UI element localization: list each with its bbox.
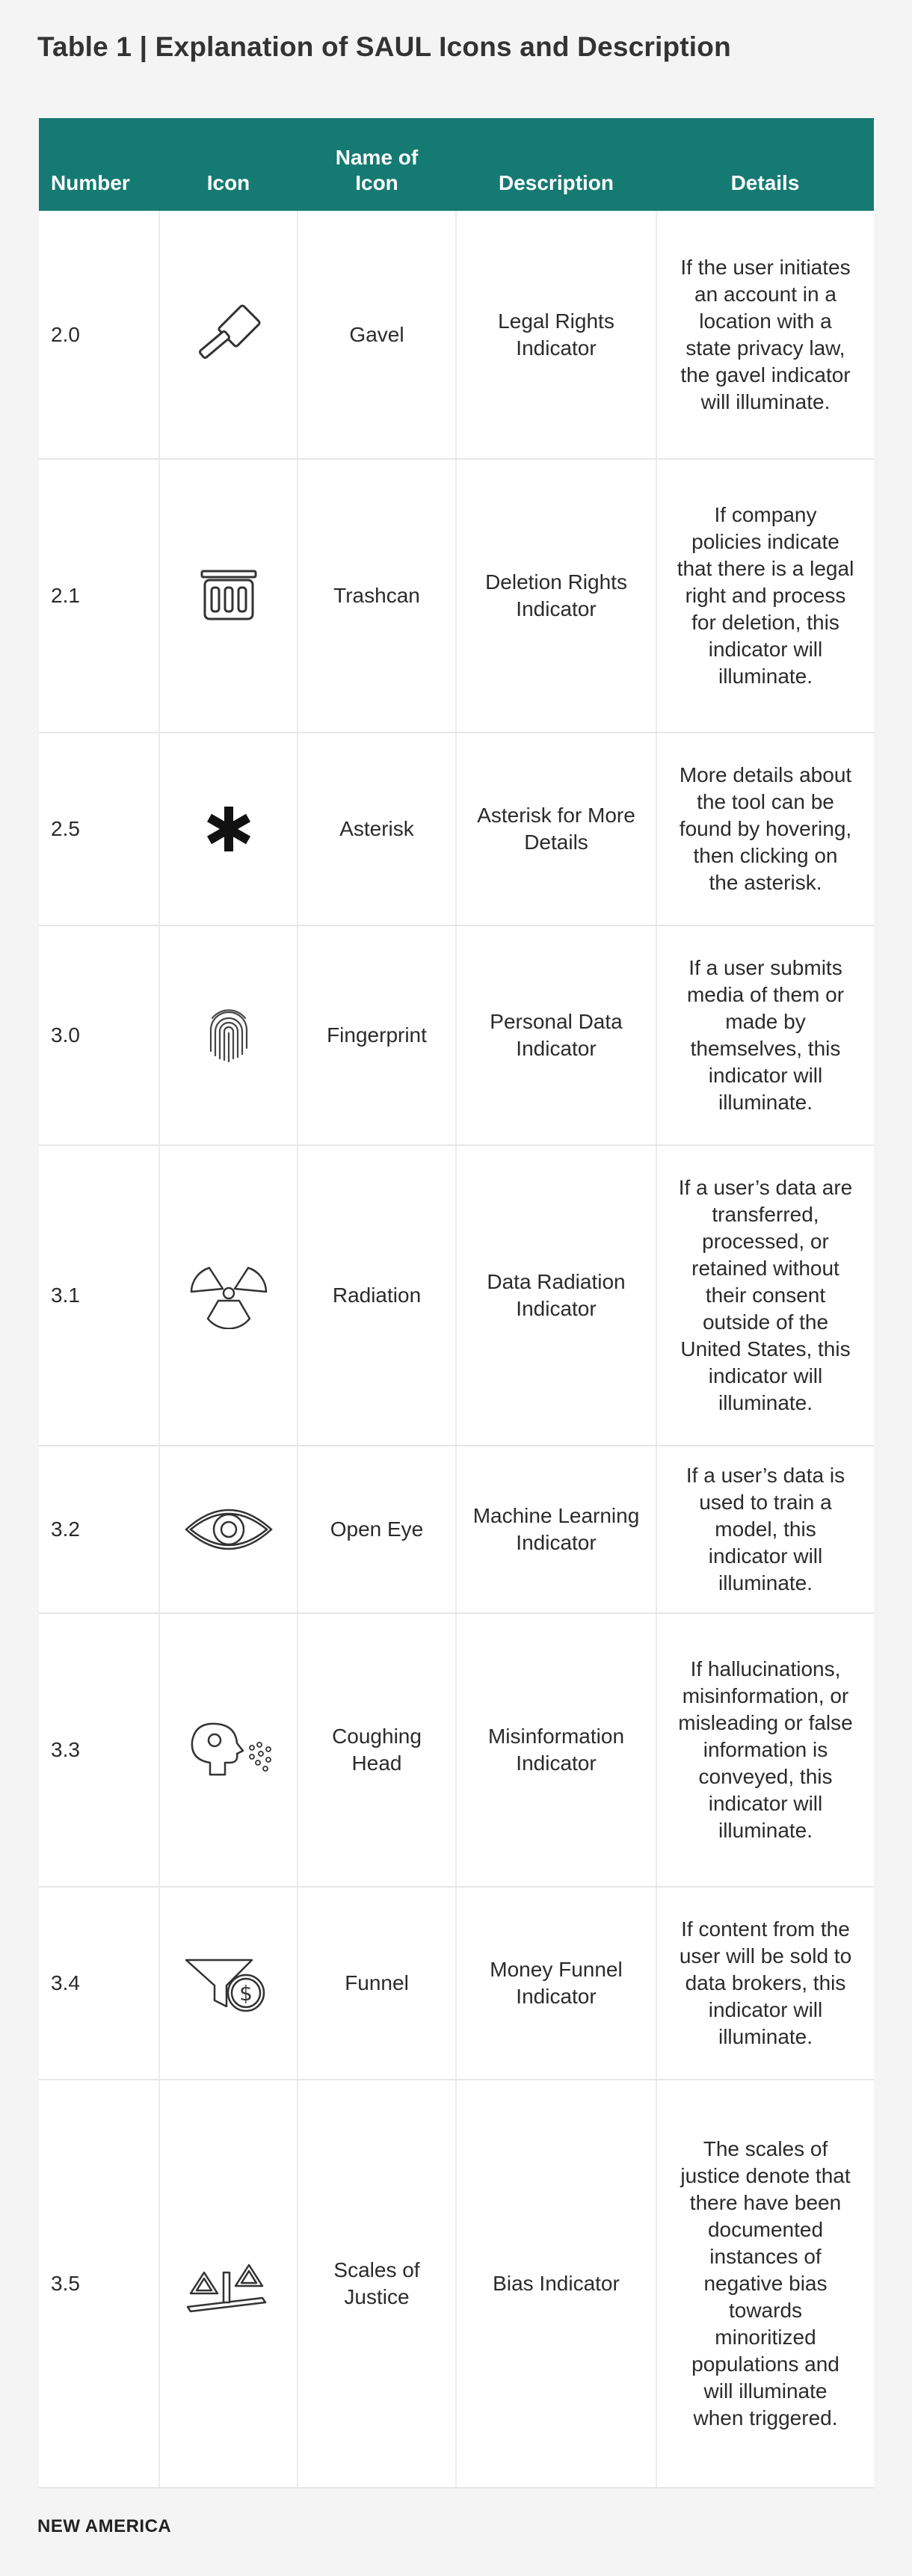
icon-cell [159,2080,298,2488]
icon-description: Personal Data Indicator [456,925,656,1145]
money-funnel-icon [167,1950,289,2017]
icon-cell [159,733,298,925]
icon-cell [159,1145,298,1446]
table-row [39,459,874,733]
icon-description: Data Radiation Indicator [456,1145,656,1446]
column-header-description: Description [456,118,656,211]
column-header-icon: Icon [159,118,298,211]
icon-name: Scales of Justice [298,2080,456,2488]
icon-name: Fingerprint [298,925,456,1145]
saul-icons-table [39,118,874,2489]
icon-description: Asterisk for More Details [456,733,656,925]
row-number: 3.2 [39,1446,159,1613]
icon-details: If hallucinations, misinformation, or misleading or false information is conveyed, this indicator will illuminate. [656,1613,874,1887]
row-number: 2.1 [39,459,159,733]
coughing-head-icon [167,1716,289,1784]
page-title: Table 1 | Explanation of SAUL Icons and Description [37,31,731,62]
table-row [39,733,874,925]
row-number: 3.5 [39,2080,159,2488]
table-row [39,1613,874,1887]
row-number: 3.3 [39,1613,159,1887]
icon-details: The scales of justice denote that there have been documented instances of negative bias towards minoritized populations and will illuminate when triggered. [656,2080,874,2488]
trashcan-icon [167,562,289,629]
row-number: 2.0 [39,211,159,459]
icon-cell [159,1613,298,1887]
icon-name: Radiation [298,1145,456,1446]
column-header-name-line2: Icon [355,171,398,194]
svg-text:$: $ [238,1981,253,2006]
icon-details: If company policies indicate that there is a legal right and process for deletion, this indicator will illuminate. [656,459,874,733]
icon-details: If content from the user will be sold to data brokers, this indicator will illuminate. [656,1887,874,2080]
table-row [39,211,874,459]
row-number: 3.4 [39,1887,159,2080]
icon-name: Trashcan [298,459,456,733]
icon-name: Open Eye [298,1446,456,1613]
icon-details: If a user’s data are transferred, processed, or retained without their consent outside of the United States, this indicator will illuminate. [656,1145,874,1446]
table-row [39,1887,874,2080]
column-header-name-line1: Name of [335,146,419,169]
table-row [39,925,874,1145]
icon-cell [159,1887,298,2080]
row-number: 3.0 [39,925,159,1145]
icon-name: Coughing Head [298,1613,456,1887]
icon-description: Machine Learning Indicator [456,1446,656,1613]
gavel-icon [167,301,289,369]
icon-cell [159,925,298,1145]
icon-details: If a user’s data is used to train a model, this indicator will illuminate. [656,1446,874,1613]
column-header-name [298,118,456,211]
fingerprint-icon [167,1002,289,1069]
table-row [39,1446,874,1613]
icon-details: More details about the tool can be found by hovering, then clicking on the asterisk. [656,733,874,925]
column-header-number: Number [39,118,159,211]
row-number: 3.1 [39,1145,159,1446]
column-header-details: Details [656,118,874,211]
icon-description: Deletion Rights Indicator [456,459,656,733]
icon-cell [159,459,298,733]
icon-description: Money Funnel Indicator [456,1887,656,2080]
icon-name: Asterisk [298,733,456,925]
icon-description: Legal Rights Indicator [456,211,656,459]
icon-cell [159,1446,298,1613]
row-number: 2.5 [39,733,159,925]
open-eye-icon [167,1500,289,1559]
table-row [39,1145,874,1446]
asterisk-icon [167,799,289,859]
icon-details: If the user initiates an account in a location with a state privacy law, the gavel indicator will illuminate. [656,211,874,459]
footer-brand: NEW AMERICA [37,2516,172,2536]
icon-name: Gavel [298,211,456,459]
icon-description: Misinformation Indicator [456,1613,656,1887]
table-row [39,2080,874,2488]
table-header-row [39,118,874,211]
icon-cell [159,211,298,459]
icon-details: If a user submits media of them or made by themselves, this indicator will illuminate. [656,925,874,1145]
radiation-icon [167,1262,289,1329]
icon-description: Bias Indicator [456,2080,656,2488]
scales-of-justice-icon [167,2250,289,2317]
icon-name: Funnel [298,1887,456,2080]
